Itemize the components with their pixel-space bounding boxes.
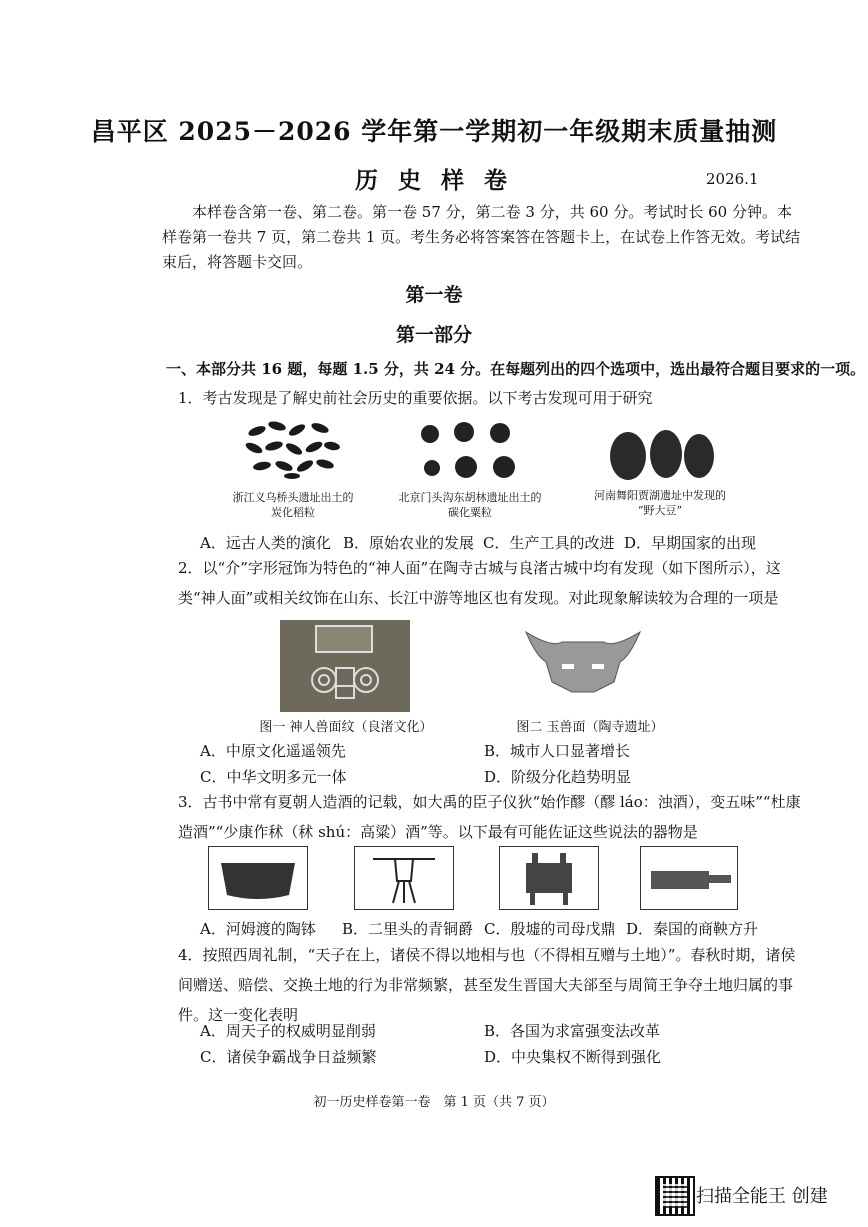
q2-option-a[interactable]: A．中原文化遥遥领先 <box>200 742 346 760</box>
q3-option-d[interactable]: D．秦国的商鞅方升 <box>626 920 759 938</box>
simuwu-ding-image <box>499 846 599 910</box>
q4-option-a[interactable]: A．周天子的权威明显削弱 <box>200 1022 376 1040</box>
q3-option-a[interactable]: A．河姆渡的陶钵 <box>200 920 316 938</box>
q1-option-c[interactable]: C．生产工具的改进 <box>483 534 615 552</box>
q1-caption-3: 河南舞阳贾湖遗址中发现的 “野大豆” <box>594 489 726 517</box>
page-footer: 初一历史样卷第一卷 第 1 页（共 7 页） <box>313 1095 555 1110</box>
hemudu-pottery-bowl-image <box>208 846 308 910</box>
question-4-stem: 4．按照西周礼制，“天子在上，诸侯不得以地相与也（不得相互赠与土地）”。春秋时期，诸侯间赠送、赔偿、交换土地的行为非常频繁，甚至发生晋国大夫郤至与周简王争夺土地归属的事件。这一变化表明 <box>178 946 796 1024</box>
q3-option-c[interactable]: C．殷墟的司母戊鼎 <box>484 920 616 938</box>
exam-subtitle: 历 史 样 卷 <box>354 167 514 194</box>
liangzhu-mask-image <box>280 620 410 712</box>
q4-option-d[interactable]: D．中央集权不断得到强化 <box>484 1048 662 1066</box>
q2-option-c[interactable]: C．中华文明多元一体 <box>200 768 347 786</box>
question-2-stem: 2．以“介”字形冠饰为特色的“神人面”在陶寺古城与良渚古城中均有发现（如下图所示），这类“神人面”或相关纹饰在山东、长江中游等地区也有发现。对此现象解读较为合理的一项是 <box>178 559 781 607</box>
scanner-watermark: 扫描全能王 创建 <box>696 1186 828 1207</box>
q2-caption-2: 图二 玉兽面（陶寺遗址） <box>516 720 664 735</box>
q1-option-a[interactable]: A．远古人类的演化 <box>200 534 331 552</box>
erlitou-bronze-jue-image <box>354 846 454 910</box>
q4-option-b[interactable]: B．各国为求富强变法改革 <box>484 1022 661 1040</box>
q2-option-b[interactable]: B．城市人口显著增长 <box>484 742 631 760</box>
millet-grains-image <box>412 420 522 486</box>
q1-option-b[interactable]: B．原始农业的发展 <box>343 534 475 552</box>
exam-intro: 本样卷含第一卷、第二卷。第一卷 57 分，第二卷 3 分，共 60 分。考试时长 60 分钟。本样卷第一卷共 7 页，第二卷共 1 页。考生务必将答案答在答题卡上，在试卷上作答无效。考试结束后，将答题卡交回。 <box>162 203 801 271</box>
q3-option-b[interactable]: B．二里头的青铜爵 <box>342 920 474 938</box>
shang-yang-fangsheng-image <box>640 846 738 910</box>
exam-date: 2026.1 <box>706 170 759 188</box>
rice-grains-image <box>242 416 342 482</box>
wild-soybean-image <box>606 426 716 486</box>
q1-option-d[interactable]: D．早期国家的出现 <box>624 534 757 552</box>
volume-heading: 第一卷 <box>405 284 463 306</box>
q2-option-d[interactable]: D．阶级分化趋势明显 <box>484 768 632 786</box>
taosi-jade-mask-image <box>522 626 644 698</box>
qr-code-icon <box>655 1176 695 1216</box>
question-3-stem: 3．古书中常有夏朝人造酒的记载，如大禹的臣子仪狄“始作醪（醪 láo：浊酒），变五味”“杜康造酒”“少康作秫（秫 shú：高粱）酒”等。以下最有可能佐证这些说法的器物是 <box>178 793 801 841</box>
q1-caption-2: 北京门头沟东胡林遗址出土的 碳化粟粒 <box>398 491 542 519</box>
question-1-stem: 1．考古发现是了解史前社会历史的重要依据。以下考古发现可用于研究 <box>178 389 653 407</box>
q2-caption-1: 图一 神人兽面纹（良渚文化） <box>259 720 433 735</box>
q1-caption-1: 浙江义乌桥头遗址出土的 炭化稻粒 <box>232 491 354 519</box>
section-instruction: 一、本部分共 16 题，每题 1.5 分，共 24 分。在每题列出的四个选项中，选出最符合题目要求的一项。 <box>166 360 866 378</box>
q4-option-c[interactable]: C．诸侯争霸战争日益频繁 <box>200 1048 377 1066</box>
exam-title: 昌平区 2025－2026 学年第一学期初一年级期末质量抽测 <box>90 117 778 146</box>
part-heading: 第一部分 <box>395 324 472 346</box>
